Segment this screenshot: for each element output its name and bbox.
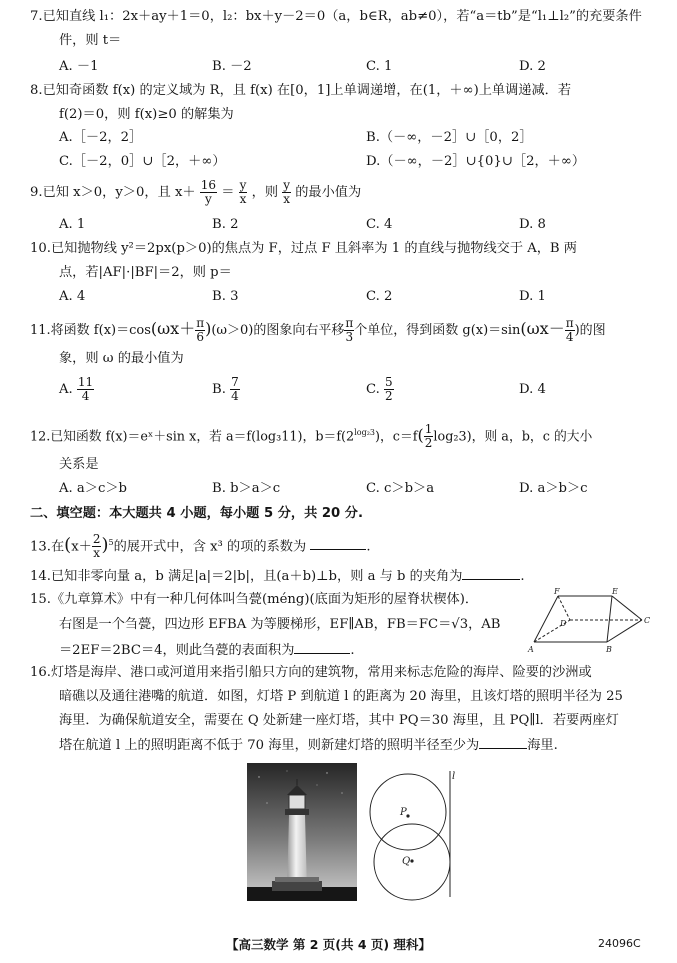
q7-option-a: A. －1 <box>59 59 99 74</box>
label-l: l <box>452 771 456 782</box>
section-heading: 二、填空题：本大题共 4 小题，每小题 5 分，共 20 分. <box>30 506 364 521</box>
q12-option-c: C. c＞b＞a <box>366 481 435 496</box>
q7-line2: 件，则 t＝ <box>59 33 122 48</box>
q7-option-c: C. 1 <box>366 59 393 74</box>
q16-line4: 塔在航道 l 上的照明距离不低于 70 海里，则新建灯塔的照明半径至少为 海里. <box>59 738 558 753</box>
lighthouse-diagram <box>366 767 464 901</box>
q12-text-2: )，c＝f <box>375 429 418 445</box>
q14-text: 14.已知非零向量 a，b 满足|a|＝2|b|，且(a＋b)⊥b，则 a 与 b 的夹角为 <box>30 569 463 584</box>
q10-option-a: A. 4 <box>59 289 86 304</box>
q10-option-b: B. 3 <box>212 289 239 304</box>
fig-label-d: D <box>560 619 567 628</box>
q8-line1: 8.已知奇函数 f(x) 的定义域为 R，且 f(x) 在[0，1]上单调递增，在(1，＋∞)上单调递减．若 <box>30 83 572 98</box>
q11-option-a: A. $\frac{11}{4}$ <box>59 375 94 403</box>
q9-eq: ＝ <box>221 185 235 200</box>
q13-text-3: 的展开式中，含 x³ 的项的系数为 <box>113 539 307 555</box>
q12-text-1: 12.已知函数 f(x)＝eˣ＋sin x，若 a＝f(log₃11)，b＝f(2 <box>30 429 355 445</box>
fig-label-c: C <box>644 616 651 625</box>
q11-fraction-pi-over-6: $\frac{\pi}{6}$ <box>196 316 205 344</box>
q7-option-b: B. －2 <box>212 59 252 74</box>
q15-line2: 右图是一个刍甍，四边形 EFBA 为等腰梯形，EF∥AB，FB＝FC＝√3，AB <box>59 617 501 632</box>
q8-option-a: A.［－2，2］ <box>59 130 143 145</box>
q9-prefix: 9.已知 x＞0，y＞0，且 x＋ <box>30 185 196 200</box>
q8-option-b: B.（－∞，－2］∪［0，2］ <box>366 130 533 145</box>
q15-line1: 15.《九章算术》中有一种几何体叫刍甍(méng)(底面为矩形的屋脊状楔体)． <box>30 592 479 607</box>
q10-option-c: C. 2 <box>366 289 393 304</box>
point-q <box>410 859 413 862</box>
label-q: Q <box>402 856 411 867</box>
q15-line3: ＝2EF＝2BC＝4，则此刍甍的表面积为 . <box>59 643 355 658</box>
q11-line1 <box>30 314 606 346</box>
fig-label-b: B <box>606 645 612 654</box>
page-footer: 【高三数学 第 2 页(共 4 页) 理科】 <box>226 937 431 952</box>
q9-fraction-16-over-y: $\frac{16}{y}$ <box>200 178 217 206</box>
q11-line2: 象，则 ω 的最小值为 <box>59 351 184 366</box>
q12-text-3: log₂3 <box>433 429 467 445</box>
q9-option-b: B. 2 <box>212 217 239 232</box>
fig-label-e: E <box>612 588 618 596</box>
lighthouse-photo <box>247 763 357 901</box>
q9-line <box>30 178 361 208</box>
q16-line3: 海里．为确保航道安全，需要在 Q 处新建一座灯塔，其中 PQ＝30 海里，且 PQ∥l．若要两座灯 <box>59 713 619 728</box>
wedge-figure <box>520 588 655 658</box>
q11-paren-1: (ωx＋ <box>150 319 196 338</box>
q9-option-d: D. 8 <box>519 217 546 232</box>
q11-text-3: 个单位，得到函数 g(x)＝sin <box>354 323 521 338</box>
q11-paren-2: (ωx－ <box>520 319 565 338</box>
q7-option-d: D. 2 <box>519 59 546 74</box>
q12-line2: 关系是 <box>59 457 99 472</box>
q11-option-b: B. $\frac{7}{4}$ <box>212 375 239 403</box>
q12-fraction-half: $\frac{1}{2}$ <box>424 422 433 451</box>
q16-answer-blank[interactable] <box>479 736 527 749</box>
q9-suffix: 的最小值为 <box>295 185 362 200</box>
q9-option-a: A. 1 <box>59 217 86 232</box>
q12-option-b: B. b＞a＞c <box>212 481 281 496</box>
q13-exponent: 5 <box>108 538 114 547</box>
q16-line1: 16.灯塔是海岸、港口或河道用来指引船只方向的建筑物，常用来标志危险的海岸、险要的沙洲或 <box>30 665 592 680</box>
q9-fraction-y-over-x: $\frac{y}{x}$ <box>239 178 247 206</box>
q13-text-1: 13.在 <box>30 539 65 555</box>
fig-label-a: A <box>528 645 534 654</box>
paper-code: 24096C <box>598 937 641 950</box>
q13-line: 13.在(x＋ $\frac{2}{x}$ )$^5$的展开式中，含 x³ 的项的系数为 . <box>30 532 371 561</box>
q13-text-2: x＋ <box>71 539 92 555</box>
q14-answer-blank[interactable] <box>462 567 520 580</box>
q13-fraction-2-over-x: $\frac{2}{x}$ <box>92 532 101 561</box>
q11-paren-close: ) <box>205 319 212 338</box>
q12-option-d: D. a＞b＞c <box>519 481 588 496</box>
circle-p <box>370 774 446 850</box>
q8-option-d: D.（－∞，－2］∪{0}∪［2，＋∞） <box>366 154 586 169</box>
q14-line: 14.已知非零向量 a，b 满足|a|＝2|b|，且(a＋b)⊥b，则 a 与 b 的夹角为 . <box>30 569 525 584</box>
q13-answer-blank[interactable] <box>310 537 366 550</box>
q9-option-c: C. 4 <box>366 217 393 232</box>
q9-fraction-y-over-x-2: $\frac{y}{x}$ <box>283 178 290 206</box>
q12-text-4: )，则 a，b，c 的大小 <box>466 429 593 445</box>
q12-line1: 12.已知函数 f(x)＝eˣ＋sin x，若 a＝f(log₃11)，$b=f(2^{log_23})$，c＝f( $\frac{1}{2}$ log₂3)，则 a，b，c 的大小 <box>30 422 593 451</box>
q11-option-d: D. 4 <box>519 382 546 397</box>
q10-line2: 点，若|AF|·|BF|＝2，则 p＝ <box>59 265 232 280</box>
label-p: P <box>400 807 407 818</box>
q11-option-c: C. $\frac{5}{2}$ <box>366 375 393 403</box>
fig-label-f: F <box>554 588 560 596</box>
q11-fraction-pi-over-4: $\frac{\pi}{4}$ <box>565 316 574 344</box>
q15-answer-blank[interactable] <box>294 641 350 654</box>
q10-option-d: D. 1 <box>519 289 546 304</box>
q8-option-c: C.［－2，0］∪［2，＋∞） <box>59 154 226 169</box>
q8-line2: f(2)＝0，则 f(x)≥0 的解集为 <box>59 107 234 122</box>
q7-line1: 7.已知直线 l₁：2x＋ay＋1＝0，l₂：bx＋y－2＝0（a，b∈R，ab≠0），若“a＝tb”是“l₁⊥l₂”的充要条件 <box>30 9 642 24</box>
q11-text-2: (ω＞0)的图象向右平移 <box>211 323 345 338</box>
q12-superscript: log₂3 <box>354 428 375 437</box>
q12-option-a: A. a＞c＞b <box>59 481 127 496</box>
q11-text-1: 11.将函数 f(x)＝cos <box>30 323 151 338</box>
q16-line2: 暗礁以及通往港嘴的航道．如图，灯塔 P 到航道 l 的距离为 20 海里，且该灯塔的照明半径为 25 <box>59 689 623 704</box>
q11-fraction-pi-over-3: $\frac{\pi}{3}$ <box>345 316 354 344</box>
q9-mid: ，则 <box>251 185 279 200</box>
q11-text-4: )的图 <box>574 323 606 338</box>
q10-line1: 10.已知抛物线 y²＝2px(p＞0)的焦点为 F，过点 F 且斜率为 1 的直线与抛物线交于 A，B 两 <box>30 241 577 256</box>
point-p <box>406 814 409 817</box>
